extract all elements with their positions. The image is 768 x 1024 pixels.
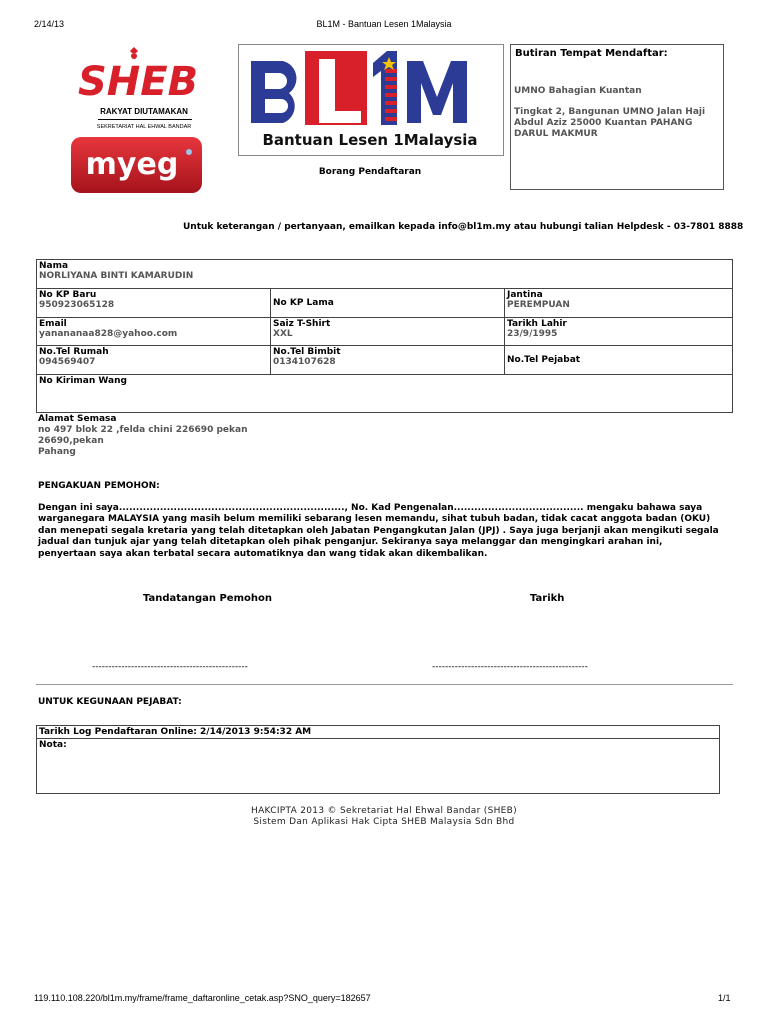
print-title: BL1M - Bantuan Lesen 1Malaysia — [316, 19, 452, 29]
nama-value: NORLIYANA BINTI KAMARUDIN — [39, 271, 194, 281]
tshirt-label: Saiz T-Shirt — [273, 319, 331, 329]
tel-pejabat-label: No.Tel Pejabat — [507, 355, 581, 365]
tel-rumah-label: No.Tel Rumah — [39, 347, 109, 357]
tel-rumah-cell — [37, 346, 271, 375]
email-value: yanananaa828@yahoo.com — [39, 329, 178, 339]
bl1m-logo-text — [503, 45, 504, 46]
office-table — [36, 725, 720, 794]
kiriman-cell — [37, 375, 733, 413]
tel-pejabat-cell — [505, 346, 733, 375]
sheb-logo-text: SHEB — [78, 59, 198, 105]
kp-lama-label: No KP Lama — [273, 298, 334, 308]
place-heading: Butiran Tempat Mendaftar: — [515, 48, 668, 59]
kiriman-label: No Kiriman Wang — [39, 376, 127, 386]
bl1m-caption: Bantuan Lesen 1Malaysia — [262, 131, 478, 149]
myeg-logo — [70, 136, 203, 194]
signature-label: Tandatangan Pemohon — [143, 593, 272, 604]
signature-line: ------------------------------------------------ — [92, 662, 248, 672]
date-label: Tarikh — [530, 593, 565, 604]
place-name: UMNO Bahagian Kuantan — [514, 86, 642, 96]
log-cell: Tarikh Log Pendaftaran Online: 2/14/2013 9:54:32 AM — [37, 726, 720, 739]
address-line1: no 497 blok 22 ,felda chini 226690 pekan — [38, 425, 248, 435]
kp-lama-cell — [271, 289, 505, 318]
svg-text:RAKYAT DIUTAMAKAN: RAKYAT DIUTAMAKAN — [100, 107, 188, 116]
tel-bimbit-label: No.Tel Bimbit — [273, 347, 341, 357]
bl1m-logo — [238, 44, 504, 156]
jantina-label: Jantina — [507, 290, 543, 300]
address-label: Alamat Semasa — [38, 414, 117, 424]
tel-bimbit-value: 0134107628 — [273, 357, 336, 367]
helpdesk-info: Untuk keterangan / pertanyaan, emailkan kepada info@bl1m.my atau hubungi talian Helpdesk - 03-7801 8888 — [183, 222, 744, 232]
jantina-cell — [505, 289, 733, 318]
divider — [36, 684, 733, 685]
lahir-label: Tarikh Lahir — [507, 319, 567, 329]
office-heading: UNTUK KEGUNAAN PEJABAT: — [38, 697, 182, 707]
kp-baru-label: No KP Baru — [39, 290, 97, 300]
kp-baru-value: 950923065128 — [39, 300, 115, 310]
tshirt-cell — [271, 318, 505, 346]
sheb-logo — [78, 47, 198, 133]
address-line3: Pahang — [38, 447, 76, 457]
nama-label: Nama — [39, 261, 69, 271]
date-line: ------------------------------------------------ — [432, 662, 588, 672]
registration-place-box — [510, 44, 724, 190]
print-date: 2/14/13 — [34, 19, 65, 29]
lahir-value: 23/9/1995 — [507, 329, 558, 339]
nama-cell — [37, 260, 733, 289]
print-url: 119.110.108.220/bl1m.my/frame/frame_daftaronline_cetak.asp?SNO_query=182657 — [34, 993, 371, 1003]
applicant-table — [36, 259, 733, 413]
email-cell — [37, 318, 271, 346]
print-page-number: 1/1 — [718, 993, 731, 1003]
tel-bimbit-cell — [271, 346, 505, 375]
place-address: Tingkat 2, Bangunan UMNO Jalan Haji Abdul Aziz 25000 Kuantan PAHANG DARUL MAKMUR — [514, 107, 706, 139]
nota-cell: Nota: — [37, 739, 720, 794]
myeg-logo-text: myeg — [85, 147, 179, 182]
svg-text:SEKRETARIAT HAL EHWAL BANDAR: SEKRETARIAT HAL EHWAL BANDAR — [96, 124, 192, 130]
declaration-heading: PENGAKUAN PEMOHON: — [38, 481, 160, 491]
tel-rumah-value: 094569407 — [39, 357, 96, 367]
address-line2: 26690,pekan — [38, 436, 104, 446]
copyright: HAKCIPTA 2013 © Sekretariat Hal Ehwal Bandar (SHEB) — [251, 806, 517, 816]
kp-baru-cell — [37, 289, 271, 318]
form-title: Borang Pendaftaran — [318, 167, 422, 177]
lahir-cell — [505, 318, 733, 346]
address-block — [38, 414, 247, 458]
tshirt-value: XXL — [273, 329, 293, 339]
system-credit: Sistem Dan Aplikasi Hak Cipta SHEB Malaysia Sdn Bhd — [253, 817, 515, 827]
declaration-text: Dengan ini saya.................................................................., No. Kad Pengenalan...................................... mengaku bahawa saya warganegara MALAYSIA yang masih belum memiliki sebarang lesen memandu, sihat tubuh badan, tidak cacat anggota badan (OKU) dan menepati segala kretaria yang telah ditetapkan oleh Jabatan Pengangkutan Jalan (JPJ) . Saya juga berjanji akan mengikuti segala jadual dan tunjuk ajar yang telah ditetapkan oleh pihak penganjur. Sekiranya saya melanggar dan mengingkari arahan ini, penyertaan saya akan terbatal secara automatiknya dan wang tidak akan dikembalikan. — [38, 503, 719, 559]
email-label: Email — [39, 319, 67, 329]
jantina-value: PEREMPUAN — [507, 300, 570, 310]
